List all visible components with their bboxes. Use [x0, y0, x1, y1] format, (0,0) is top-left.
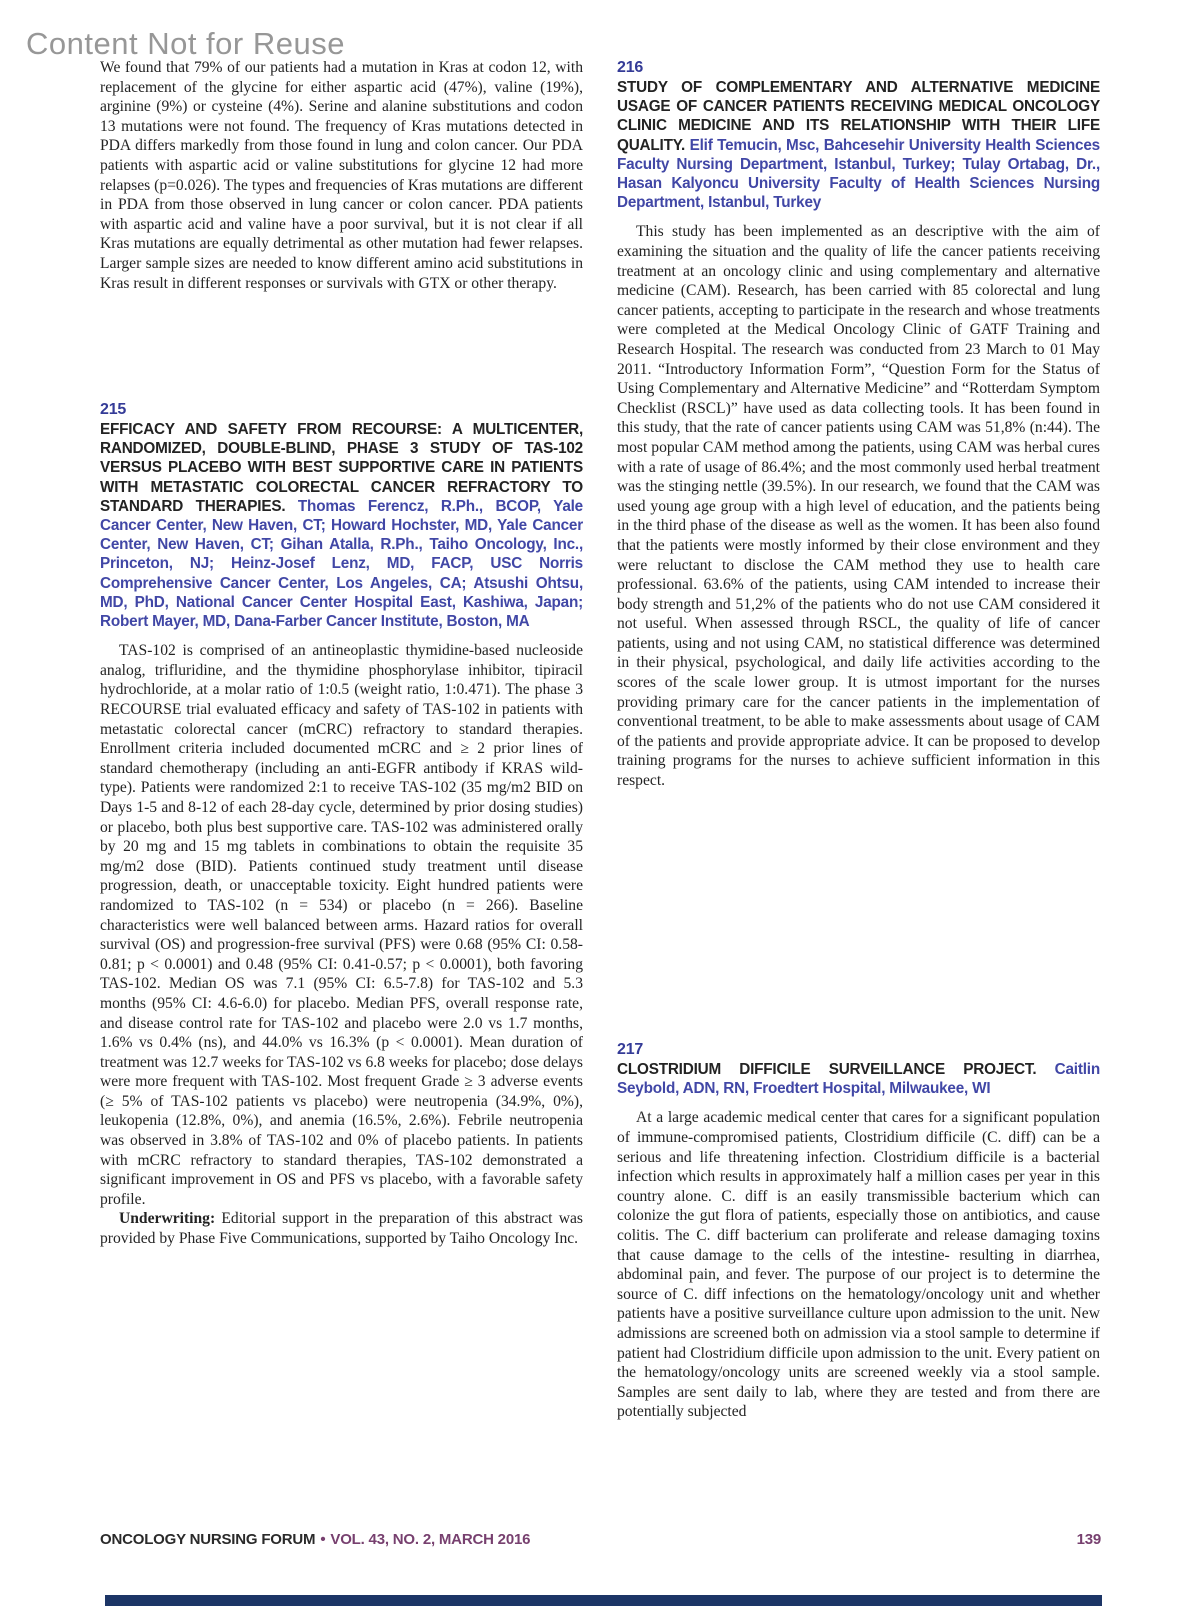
abstract-215-title: EFFICACY AND SAFETY FROM RECOURSE: A MULTICENTER, RANDOMIZED, DOUBLE-BLIND, PHASE 3 STUDY OF TAS-102 VERSUS PLACEBO WITH BEST SUPPORTIVE CARE IN PATIENTS WITH METASTATIC COLORECTAL CANCER REFRACTORY TO STANDARD THERAPIES. [100, 421, 583, 515]
abstract-216-authors: Elif Temucin, Msc, Bahcesehir University Health Sciences Faculty Nursing Department, Istanbul, Turkey; Tulay Ortabag, Dr., Hasan Kalyoncu University Faculty of Health Sciences Nursing Department, Istanbul, Turkey [617, 136, 1100, 212]
left-column [100, 58, 583, 1248]
abstract-217-authors: Caitlin Seybold, ADN, RN, Froedtert Hospital, Milwaukee, WI [617, 1061, 1100, 1098]
journal-name: ONCOLOGY NURSING FORUM [100, 1531, 316, 1548]
abstract-216 [617, 58, 1100, 791]
abstract-217 [617, 1040, 1100, 1422]
abstract-214-continuation-paragraph: We found that 79% of our patients had a mutation in Kras at codon 12, with replacement of the glycine for either aspartic acid (47%), valine (19%), arginine (9%) or cysteine (4%). Serine and alanine substitutions and codon 13 mutations were not found. The frequency of Kras mutations detected in PDA differs markedly from those found in lung and colon cancer. Our PDA patients with aspartic acid or valine substitutions for glycine 12 had more relapses (p=0.026). The types and frequencies of Kras mutations are different in PDA from those observed in lung cancer or colon cancer. PDA patients with aspartic acid and valine have a poor survival, but it is not clear if all Kras mutations are equally detrimental as other mutation had fewer relapses. Larger sample sizes are needed to know different amino acid substitutions in Kras result in different responses or survivals with GTX or other therapy. [100, 59, 583, 292]
content-not-for-reuse-watermark: Content Not for Reuse [26, 26, 345, 61]
abstract-216-title: STUDY OF COMPLEMENTARY AND ALTERNATIVE MEDICINE USAGE OF CANCER PATIENTS RECEIVING MEDICAL ONCOLOGY CLINIC MEDICINE AND ITS RELATIONSHIP WITH THEIR LIFE QUALITY. [617, 79, 1100, 154]
abstract-215-number: 215 [100, 401, 127, 418]
volume-info: VOL. 43, NO. 2, MARCH 2016 [330, 1531, 531, 1548]
abstract-217-title: CLOSTRIDIUM DIFFICILE SURVEILLANCE PROJECT. [617, 1061, 1037, 1078]
footer-left [100, 1531, 530, 1548]
abstract-215-body: TAS-102 is comprised of an antineoplastic thymidine-based nucleoside analog, trifluridine, and the thymidine phosphorylase inhibitor, tipiracil hydrochloride, at a molar ratio of 1:0.5 (weight ratio, 1:0.471). The phase 3 RECOURSE trial evaluated efficacy and safety of TAS-102 in patients with metastatic colorectal cancer (mCRC) refractory to standard therapies. Enrollment criteria included documented mCRC and ≥ 2 prior lines of standard chemotherapy (including an anti-EGFR antibody if KRAS wild-type). Patients were randomized 2:1 to receive TAS-102 (35 mg/m2 BID on Days 1-5 and 8-12 of each 28-day cycle, determined by prior dosing studies) or placebo, both plus best supportive care. TAS-102 was administered orally by 20 mg and 15 mg tablets in combinations to obtain the requisite 35 mg/m2 dose (BID). Patients continued study treatment until disease progression, death, or unacceptable toxicity. Eight hundred patients were randomized to TAS-102 (n = 534) or placebo (n = 266). Baseline characteristics were well balanced between arms. Hazard ratios for overall survival (OS) and progression-free survival (PFS) were 0.68 (95% CI: 0.58-0.81; p < 0.0001) and 0.48 (95% CI: 0.41-0.57; p < 0.0001), both favoring TAS-102. Median OS was 7.1 (95% CI: 6.5-7.8) for TAS-102 and 5.3 months (95% CI: 4.6-6.0) for placebo. Median PFS, overall response rate, and disease control rate for TAS-102 and placebo were 2.0 vs 1.7 months, 1.6% vs 0.4% (ns), and 44.0% vs 16.3% (p < 0.0001). Mean duration of treatment was 12.7 weeks for TAS-102 vs 6.8 weeks for placebo; dose delays were more frequent with TAS-102. Most frequent Grade ≥ 3 adverse events (≥ 5% of TAS-102 patients vs placebo) were neutropenia (34.9%, 0%), leukopenia (12.8%, 0%), and anemia (16.5%, 2.6%). Febrile neutropenia was observed in 3.8% of TAS-102 and 0% of placebo patients. In patients with mCRC refractory to standard therapies, TAS-102 demonstrated a significant improvement in OS and PFS vs placebo, with a favorable safety profile. [100, 642, 583, 1208]
underwriting-label: Underwriting: [119, 1210, 216, 1228]
abstract-215-heading [100, 420, 583, 631]
page-footer [100, 1531, 1101, 1548]
abstract-217-heading [617, 1060, 1100, 1098]
abstract-216-body: This study has been implemented as an descriptive with the aim of examining the situation and the quality of life the cancer patients receiving treatment at an oncology clinic and using complementary and alternative medicine (CAM). Research, has been carried with 85 colorectal and lung cancer patients, accepting to participate in the research and whose treatments were completed at the Medical Oncology Clinic of GATF Training and Research Hospital. The research was conducted from 23 March to 01 May 2011. “Introductory Information Form”, “Question Form for the Status of Using Complementary and Alternative Medicine” and “Rotterdam Symptom Checklist (RSCL)” have used as data collecting tools. It has been found in this study, that the rate of cancer patients using CAM was 51,8% (n:44). The most popular CAM method among the patients, using CAM was herbal cures with a rate of usage of 86.4%; and the most commonly used herbal treatment was the stinging nettle (39.5%). In our research, we found that the CAM was used young age group with a high level of education, and the patients being in the third phase of the disease as well as the women. It has been also found that the patients were mostly informed by their close environment and they were reluctant to disclose the CAM method they use to health care professional. 63.6% of the patients, using CAM intended to increase their body strength and 51,2% of the patients who do not use CAM considered it not useful. When assessed through RSCL, the quality of life of cancer patients, using and not using CAM, no statistical difference was determined in their physical, psychological, and daily life activities according to the scores of the scale lower group. It is utmost important for the nurses providing primary care for the cancer patients in the implementation of conventional treatment, to be able to make assessments about usage of CAM of the patients and provide appropriate advice. It can be proposed to develop training programs for the nurses to achieve sufficient information in this respect. [617, 223, 1100, 790]
abstract-216-heading [617, 78, 1100, 212]
abstract-217-number: 217 [617, 1041, 644, 1058]
underwriting-text: Editorial support in the preparation of this abstract was provided by Phase Five Communications, supported by Taiho Oncology Inc. [100, 1210, 583, 1248]
footer-bullet-separator: • [320, 1531, 326, 1548]
abstract-215-authors: Thomas Ferencz, R.Ph., BCOP, Yale Cancer Center, New Haven, CT; Howard Hochster, MD, Yale Cancer Center, New Haven, CT; Gihan Atalla, R.Ph., Taiho Oncology, Inc., Princeton, NJ; Heinz-Josef Lenz, MD, FACP, USC Norris Comprehensive Cancer Center, Los Angeles, CA; Atsushi Ohtsu, MD, PhD, National Cancer Center Hospital East, Kashiwa, Japan; Robert Mayer, MD, Dana-Farber Cancer Institute, Boston, MA [100, 497, 583, 631]
abstract-215 [100, 400, 583, 1249]
page-number: 139 [1076, 1531, 1101, 1548]
bottom-navy-bar [105, 1595, 1102, 1606]
abstract-216-number: 216 [617, 59, 644, 76]
abstract-215-underwriting [100, 1209, 583, 1248]
abstract-217-body: At a large academic medical center that cares for a significant population of immune-compromised patients, Clostridium difficile (C. diff) can be a serious and life threatening infection. Clostridium difficile is a bacterial infection which results in approximately half a million cases per year in this country alone. C. diff is an easily transmissible bacterium which can colonize the gut flora of patients, especially those on antibiotics, and cause colitis. The C. diff bacterium can proliferate and release damaging toxins that cause damage to the cells of the intestine- resulting in diarrhea, abdominal pain, and fever. The purpose of our project is to determine the source of C. diff infections on the hematology/oncology unit and whether patients have a positive surveillance culture upon admission to the unit. New admissions are screened both on admission via a stool sample to determine if patient had Clostridium difficile upon admission to the unit. Every patient on the hematology/oncology units are screened weekly via a stool sample. Samples are sent daily to lab, where they are tested and from there are potentially subjected [617, 1109, 1100, 1421]
